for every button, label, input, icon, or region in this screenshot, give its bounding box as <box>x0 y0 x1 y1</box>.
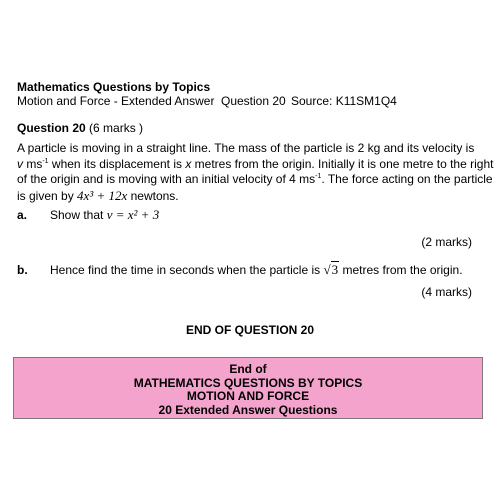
force-expression: 4x³ + 12x <box>77 187 128 203</box>
question-line-4 <box>17 188 487 205</box>
part-b-label: b. <box>17 263 28 277</box>
footer-line-1: End of <box>229 362 267 376</box>
question-text-segment: . The force acting on the particle <box>321 172 493 186</box>
question-marks: (6 marks ) <box>89 121 144 135</box>
square-root-expression <box>324 263 340 277</box>
part-b-prompt: Hence find the time in seconds when the particle is <box>50 263 321 277</box>
question-line-1: A particle is moving in a straight line. The mass of the particle is 2 kg and its velocity is <box>17 141 475 155</box>
question-line-2 <box>17 156 494 173</box>
displacement-variable: x <box>185 156 192 171</box>
part-b-prompt-end: metres from the origin. <box>342 263 463 277</box>
question-paragraph <box>17 141 494 204</box>
question-label: Question 20 <box>17 121 86 135</box>
source-reference: Source: K11SM1Q4 <box>291 94 397 108</box>
question-line-3 <box>17 172 493 188</box>
radicand: 3 <box>331 262 339 277</box>
document-subtitle: Motion and Force - Extended Answer <box>17 94 215 108</box>
part-a-marks: (2 marks) <box>421 235 472 249</box>
unit-exponent: -1 <box>42 157 49 165</box>
footer-line-4: 20 Extended Answer Questions <box>158 402 338 417</box>
end-of-topic-box <box>13 357 483 419</box>
part-b-text <box>50 263 463 277</box>
part-a-expression: v = x² + 3 <box>106 207 160 222</box>
question-text-segment: of the origin and is moving with an initial velocity of 4 ms <box>17 172 316 186</box>
unit-exponent: -1 <box>315 173 322 180</box>
velocity-variable: v <box>17 156 23 171</box>
question-text-segment: when its displacement is <box>51 156 182 171</box>
footer-line-2: MATHEMATICS QUESTIONS BY TOPICS <box>133 375 363 390</box>
question-heading <box>17 121 143 135</box>
part-b-marks: (4 marks) <box>421 285 472 299</box>
question-text-segment: metres from the origin. Initially it is one metre to the right <box>194 156 494 171</box>
question-reference: Question 20 <box>221 94 286 108</box>
question-text-segment: is given by <box>17 188 74 203</box>
part-a-prompt: Show that <box>50 208 104 222</box>
radical-sign: √ <box>323 262 331 277</box>
question-text-segment: newtons. <box>130 188 179 203</box>
end-of-question: END OF QUESTION 20 <box>185 323 315 337</box>
part-a-text <box>50 208 159 222</box>
unit-ms: ms <box>26 156 43 171</box>
footer-line-3: MOTION AND FORCE <box>186 389 310 403</box>
document-title: Mathematics Questions by Topics <box>17 80 211 94</box>
part-a-label: a. <box>17 208 28 222</box>
